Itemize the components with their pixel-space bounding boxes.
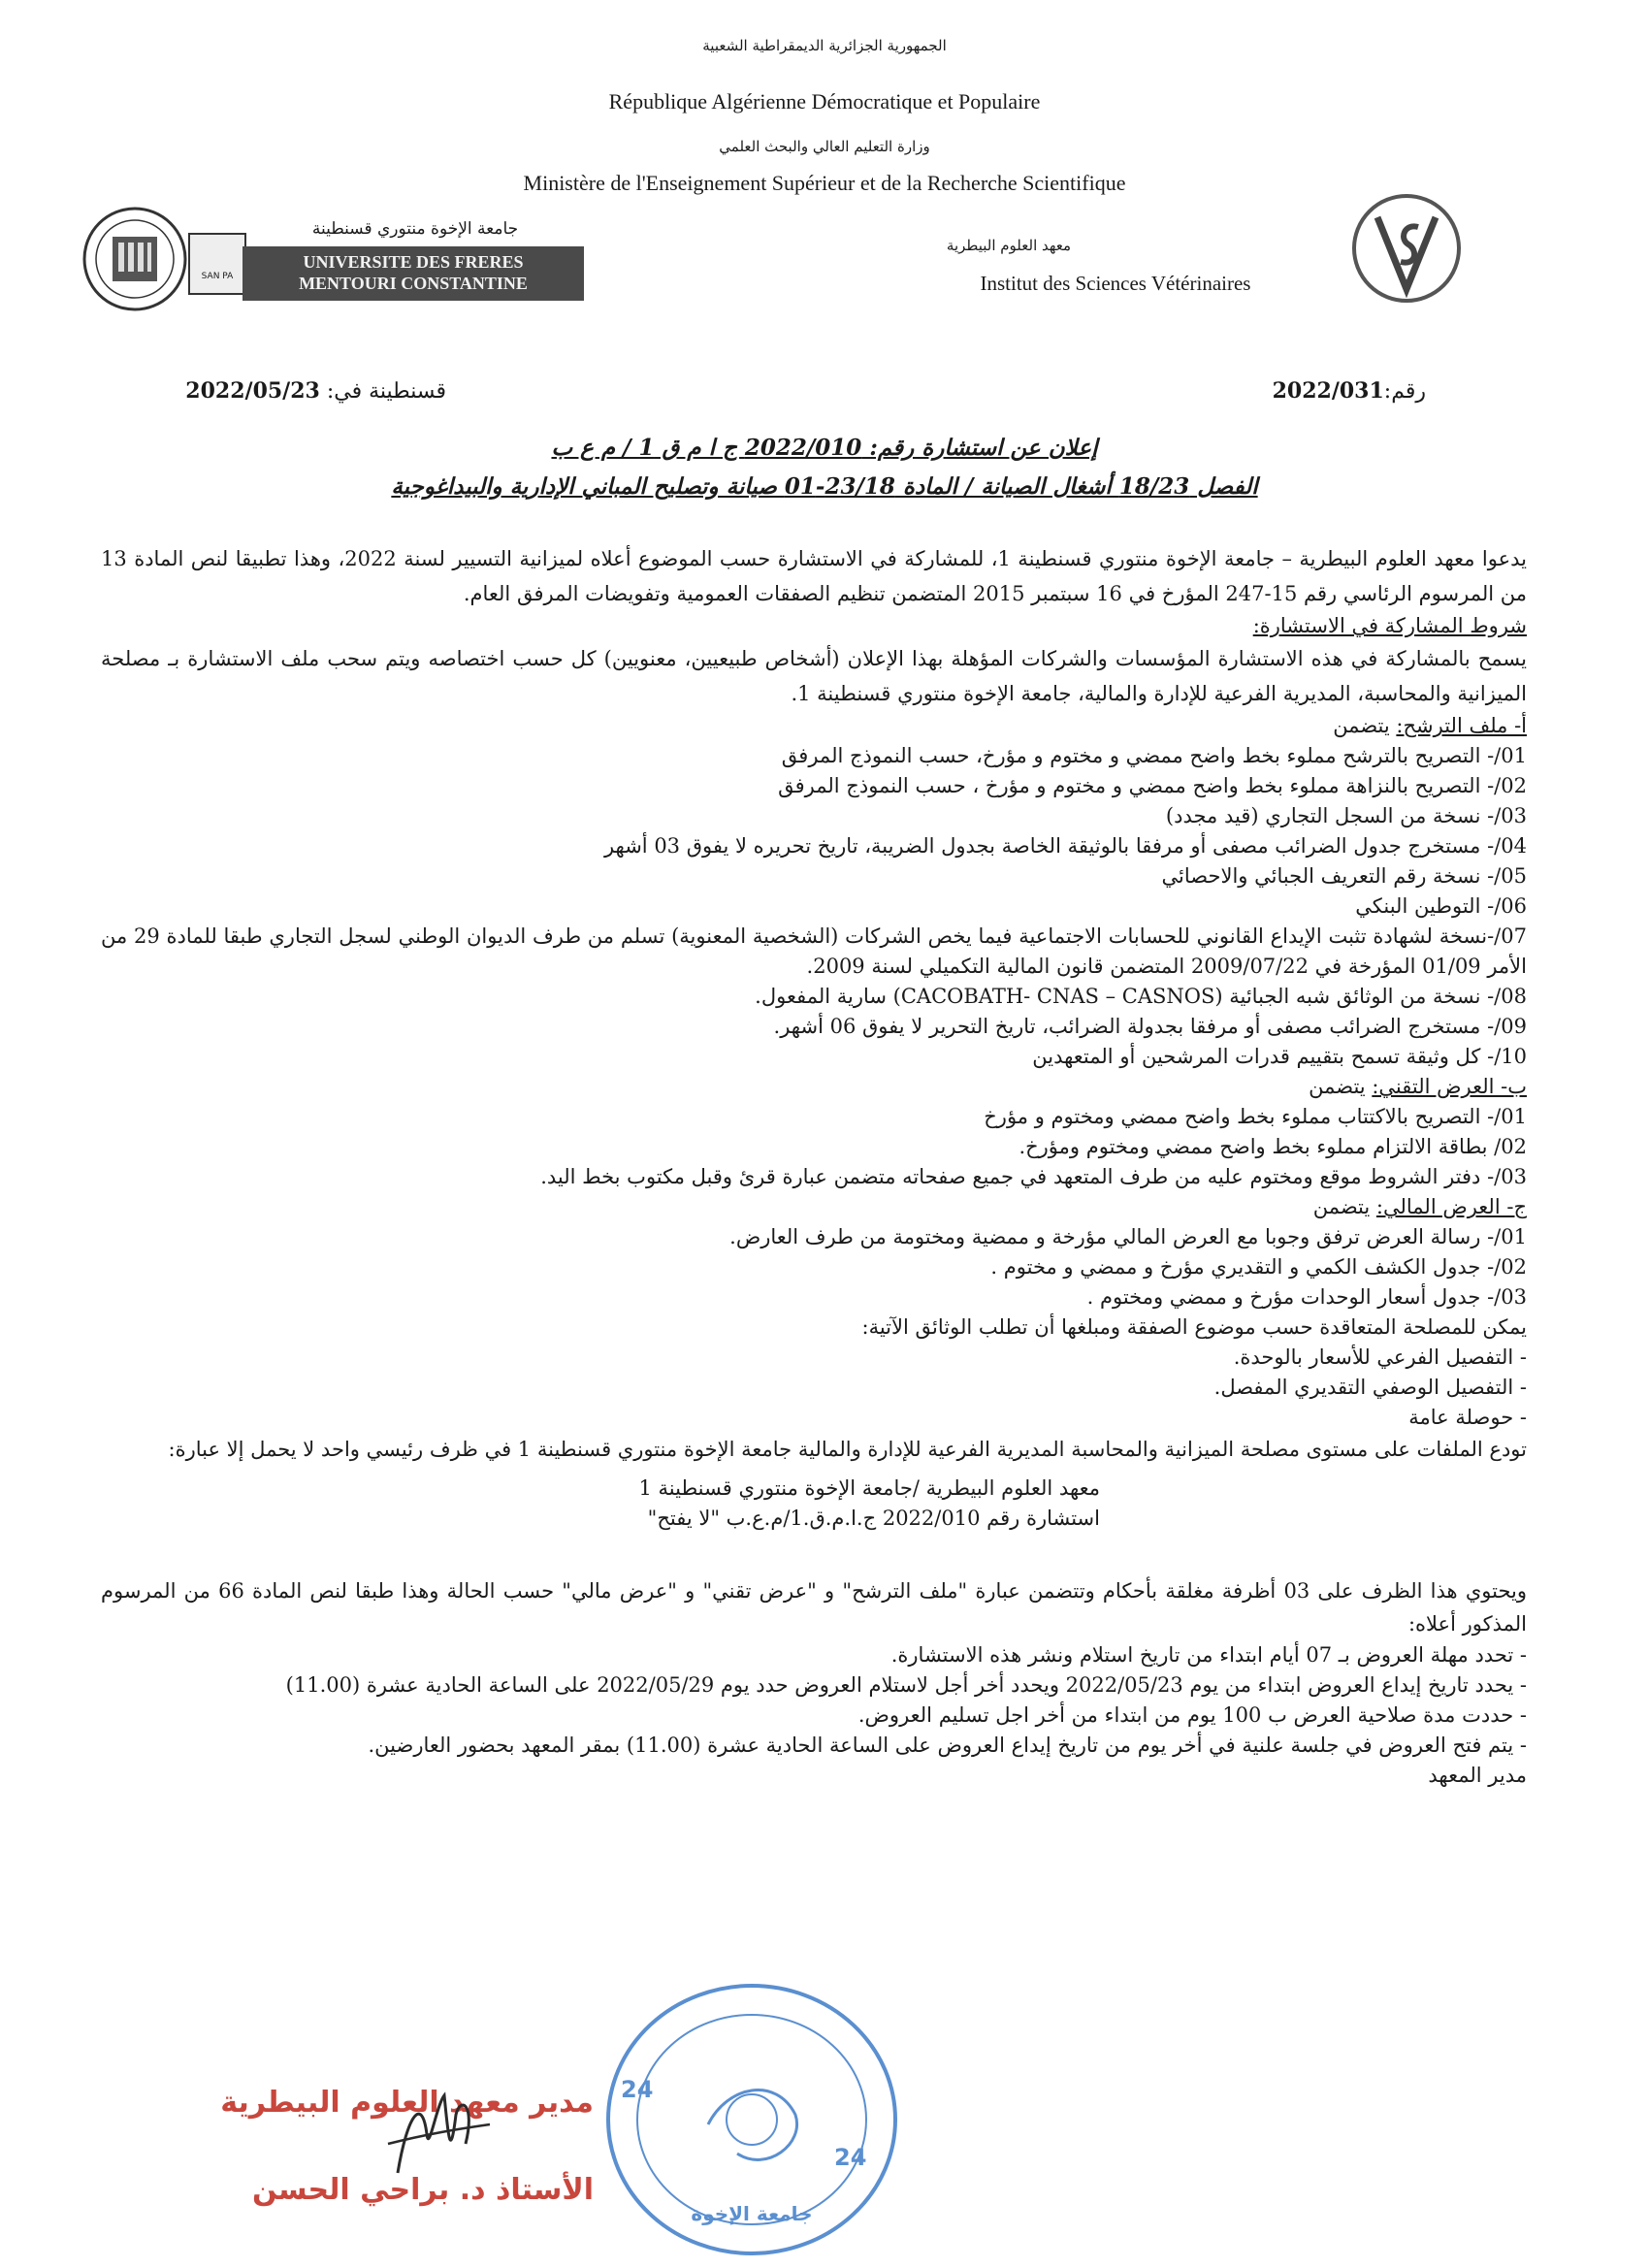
university-fr-1: UNIVERSITE DES FRERES: [303, 252, 524, 272]
section-a-item: 07/-نسخة لشهادة تثبت الإيداع القانوني للحسابات الاجتماعية فيما يخص الشركات (الشخصية المعنوية) تسلم من طرف الديوان الوطني لسجل التجاري طبقا للمادة 29 من الأمر 01/09 المؤرخة في 2009/07/22 المتضمن قانون المالية التكميلي لسنة 2009.: [101, 924, 1527, 978]
institute-ar: معهد العلوم البيطرية: [946, 237, 1072, 254]
section-a-item: 04/- مستخرج جدول الضرائب مصفى أو مرفقا بالوثيقة الخاصة بجدول الضريبة، تاريخ تحريره لا يفوق 03 أشهر: [603, 834, 1527, 858]
section-b-item: 03/- دفتر الشروط موقع ومختوم عليه من طرف المتعهد في جميع صفحاته متضمن عبارة قرئ وقبل مكتوب بخط اليد.: [540, 1165, 1527, 1188]
director-stamp-line1: مدير معهد العلوم البيطرية: [220, 2086, 594, 2120]
section-a-item: 05/- نسخة رقم التعريف الجبائي والاحصائي: [1161, 864, 1527, 888]
section-b-item: 02/ بطاقة الالتزام مملوء بخط واضح ممضي ومختوم ومؤرخ.: [1018, 1135, 1527, 1158]
ministry-fr: Ministère de l'Enseignement Supérieur et de la Recherche Scientifique: [523, 171, 1126, 195]
university-fr-2: MENTOURI CONSTANTINE: [299, 274, 528, 293]
section-a-item: 03/- نسخة من السجل التجاري (قيد مجدد): [1165, 804, 1527, 827]
republic-fr: République Algérienne Démocratique et Populaire: [608, 89, 1041, 113]
envelope-label-2: استشارة رقم 2022/010 ج.ا.م.ق.1/م.ع.ب "لا يفتح": [647, 1507, 1100, 1530]
round-stamp-number-left: 24: [621, 2076, 654, 2103]
extra-docs-intro: يمكن للمصلحة المتعاقدة حسب موضوع الصفقة ومبلغها أن تطلب الوثائق الآتية:: [861, 1315, 1527, 1339]
section-c-suffix: يتضمن: [1312, 1195, 1376, 1218]
round-stamp-number-right: 24: [834, 2144, 867, 2171]
section-a-item: 02/- التصريح بالنزاهة مملوء بخط واضح ممضي و مختوم و مؤرخ ، حسب النموذج المرفق: [778, 774, 1527, 797]
conditions-paragraph: يسمح بالمشاركة في هذه الاستشارة المؤسسات والشركات المؤهلة بهذا الإعلان (أشخاص طبيعيين، معنويين) كل حسب اختصاصه ويتم سحب ملف الاستشارة بـ مصلحة الميزانية والمحاسبة، المديرية الفرعية للإدارة والمالية، جامعة الإخوة منتوري قسنطينة 1.: [101, 647, 1527, 705]
director-stamp-line2: الأستاذ د. براحي الحسن: [251, 2173, 594, 2207]
ref-date: [155, 378, 446, 404]
section-b-title: ب- العرض التقني:: [1372, 1075, 1527, 1098]
handwritten-signature: [369, 2076, 504, 2192]
deadline-item: - تحدد مهلة العروض بـ 07 أيام ابتداء من تاريخ استلام ونشر هذه الاستشارة.: [890, 1643, 1527, 1667]
extra-doc-item: - حوصلة عامة: [1408, 1406, 1527, 1429]
section-a-item: 09/- مستخرج الضرائب مصفى أو مرفقا بجدولة الضرائب، تاريخ التحرير لا يفوق 06 أشهر.: [773, 1015, 1527, 1038]
university-ar: جامعة الإخوة منتوري قسنطينة: [311, 219, 519, 239]
institute-sv-logo: [1348, 190, 1465, 307]
intro-paragraph: يدعوا معهد العلوم البيطرية – جامعة الإخوة منتوري قسنطينة 1، للمشاركة في الاستشارة حسب الموضوع أعلاه لميزانية التسيير لسنة 2022، وهذا تطبيقا لنص المادة 13 من المرسوم الرئاسي رقم 15-247 المؤرخ في 16 سبتمبر 2015 المتضمن تنظيم الصفقات العمومية وتفويضات المرفق العام.: [101, 547, 1527, 605]
ref-number-label: رقم:: [1383, 379, 1426, 404]
republic-ar: الجمهورية الجزائرية الديمقراطية الشعبية: [702, 37, 947, 54]
ref-number: [1116, 378, 1426, 404]
document-body: [101, 541, 1527, 1791]
announcement-title: إعلان عن استشارة رقم: 2022/010 ج ا م ق 1 / م ع ب: [551, 435, 1098, 461]
section-a-item: 08/- نسخة من الوثائق شبه الجبائية (CACOBATH- CNAS – CASNOS) سارية المفعول.: [755, 985, 1527, 1008]
round-stamp-text: جامعة الإخوة: [691, 2202, 813, 2225]
university-banner: [242, 246, 584, 301]
section-c-item: 02/- جدول الكشف الكمي و التقديري مؤرخ و ممضي و مختوم .: [990, 1255, 1527, 1279]
section-c-heading: [101, 1192, 1527, 1222]
section-a-item: 10/- كل وثيقة تسمح بتقييم قدرات المرشحين أو المتعهدين: [1032, 1045, 1527, 1068]
section-b-suffix: يتضمن: [1309, 1075, 1373, 1098]
deadline-item: - يحدد تاريخ إيداع العروض ابتداء من يوم 2022/05/23 ويحدد أخر أجل لاستلام العروض حدد يوم 2022/05/29 على الساعة الحادية عشرة (11.00): [285, 1673, 1527, 1697]
envelopes-paragraph: ويحتوي هذا الظرف على 03 أظرفة مغلقة بأحكام وتتضمن عبارة "ملف الترشح" و "عرض تقني" و "عرض مالي" حسب الحالة وهذا طبقا لنص المادة 66 من المرسوم المذكور أعلاه:: [101, 1579, 1527, 1636]
section-a-heading: [101, 711, 1527, 741]
section-a-item: 06/- التوطين البنكي: [1355, 894, 1527, 918]
section-c-item: 03/- جدول أسعار الوحدات مؤرخ و ممضي ومختوم .: [1086, 1285, 1527, 1309]
ministry-ar: وزارة التعليم العالي والبحث العلمي: [719, 138, 930, 155]
envelope-label-1: معهد العلوم البيطرية /جامعة الإخوة منتوري قسنطينة 1: [638, 1476, 1100, 1500]
section-a-suffix: يتضمن: [1333, 714, 1397, 737]
deadline-item: - يتم فتح العروض في جلسة علنية في أخر يوم من تاريخ إيداع العروض على الساعة الحادية عشرة (11.00) بمقر المعهد بحضور العارضين.: [368, 1733, 1527, 1757]
ref-number-value: 2022/031: [1272, 378, 1384, 404]
university-seal-logo: [81, 206, 188, 312]
section-a-item: 01/- التصريح بالترشح مملوء بخط واضح ممضي و مختوم و مؤرخ، حسب النموذج المرفق: [781, 744, 1527, 767]
emblem-letters: SAN PA: [201, 272, 234, 281]
university-emblem: [188, 233, 246, 295]
ref-date-value: 2022/05/23: [185, 378, 320, 404]
extra-doc-item: - التفصيل الفرعي للأسعار بالوحدة.: [1233, 1345, 1527, 1369]
announcement-subtitle: الفصل 18/23 أشغال الصيانة / المادة 23/18-01 صيانة وتصليح المباني الإدارية والبيداغوجية: [391, 473, 1258, 500]
section-b-item: 01/- التصريح بالاكتتاب مملوء بخط واضح ممضي ومختوم و مؤرخ: [984, 1105, 1527, 1128]
section-c-item: 01/- رسالة العرض ترفق وجوبا مع العرض المالي مؤرخة و ممضية ومختومة من طرف العارض.: [729, 1225, 1527, 1248]
institute-fr: Institut des Sciences Vétérinaires: [980, 272, 1251, 295]
ref-date-label: قسنطينة في:: [326, 379, 446, 404]
deposit-paragraph: تودع الملفات على مستوى مصلحة الميزانية والمحاسبة المديرية الفرعية للإدارة والمالية جامعة الإخوة منتوري قسنطينة 1 في ظرف رئيسي واحد لا يحمل إلا عبارة:: [168, 1438, 1527, 1461]
signature-title: مدير المعهد: [1428, 1764, 1527, 1787]
section-a-title: أ- ملف الترشح:: [1396, 714, 1527, 737]
section-b-heading: [101, 1072, 1527, 1102]
conditions-heading: شروط المشاركة في الاستشارة:: [1252, 614, 1527, 637]
extra-doc-item: - التفصيل الوصفي التقديري المفصل.: [1213, 1376, 1527, 1399]
deadline-item: - حددت مدة صلاحية العرض ب 100 يوم من ابتداء من أخر اجل تسليم العروض.: [857, 1703, 1527, 1727]
section-c-title: ج- العرض المالي:: [1375, 1195, 1527, 1218]
